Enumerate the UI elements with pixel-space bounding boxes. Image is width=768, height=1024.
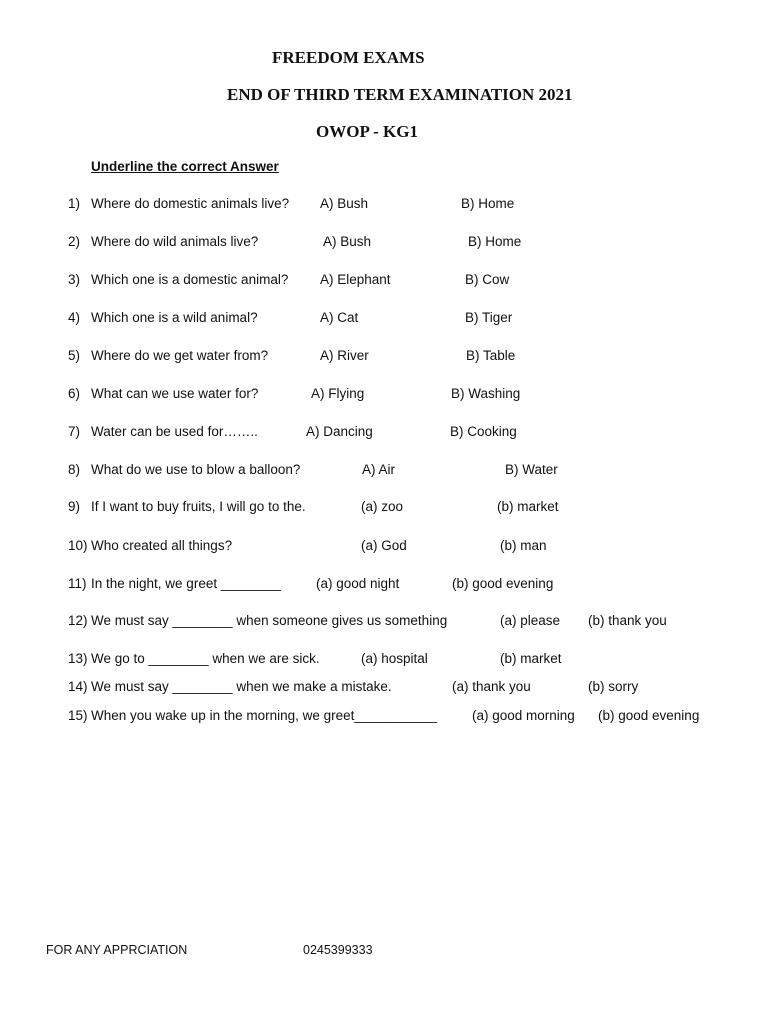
question-number: 9) xyxy=(68,499,81,514)
question-row xyxy=(0,499,768,519)
question-text: If I want to buy fruits, I will go to the. xyxy=(91,499,306,514)
question-text: What can we use water for? xyxy=(91,386,259,401)
option-a: A) River xyxy=(320,348,369,363)
question-number: 7) xyxy=(68,424,81,439)
option-a: (a) good night xyxy=(316,576,400,591)
question-row xyxy=(0,196,768,216)
question-number: 8) xyxy=(68,462,81,477)
question-row xyxy=(0,234,768,254)
question-row xyxy=(0,613,768,633)
option-b: (b) good evening xyxy=(452,576,554,591)
question-number: 1) xyxy=(68,196,81,211)
question-text: Which one is a domestic animal? xyxy=(91,272,289,287)
question-text: Where do we get water from? xyxy=(91,348,269,363)
option-b: B) Home xyxy=(461,196,515,211)
option-b: B) Water xyxy=(505,462,558,477)
question-text: When you wake up in the morning, we greet___________ xyxy=(91,708,437,723)
question-text: What do we use to blow a balloon? xyxy=(91,462,301,477)
question-number: 5) xyxy=(68,348,81,363)
question-number: 11) xyxy=(68,576,87,591)
question-number: 10) xyxy=(68,538,88,553)
question-number: 6) xyxy=(68,386,81,401)
question-number: 13) xyxy=(68,651,88,666)
option-b: B) Table xyxy=(466,348,516,363)
option-b: (b) market xyxy=(497,499,559,514)
option-b: (b) thank you xyxy=(588,613,667,628)
question-text: Who created all things? xyxy=(91,538,233,553)
footer-label: FOR ANY APPRCIATION xyxy=(46,943,188,957)
option-b: B) Washing xyxy=(451,386,521,401)
option-a: A) Flying xyxy=(311,386,365,401)
option-a: A) Bush xyxy=(323,234,372,249)
question-number: 2) xyxy=(68,234,81,249)
option-a: (a) zoo xyxy=(361,499,404,514)
question-text: In the night, we greet ________ xyxy=(91,576,281,591)
question-text: We must say ________ when someone gives us something xyxy=(91,613,448,628)
question-row xyxy=(0,651,768,671)
question-row xyxy=(0,424,768,444)
exam-subject-class: OWOP - KG1 xyxy=(316,122,418,141)
question-row xyxy=(0,708,768,728)
option-b: (b) man xyxy=(500,538,547,553)
exam-organization-title: FREEDOM EXAMS xyxy=(272,48,425,67)
option-a: A) Bush xyxy=(320,196,369,211)
question-row xyxy=(0,310,768,330)
footer-phone-number: 0245399333 xyxy=(303,943,373,957)
question-number: 3) xyxy=(68,272,81,287)
question-row xyxy=(0,272,768,292)
option-a: (a) thank you xyxy=(452,679,531,694)
option-a: (a) hospital xyxy=(361,651,428,666)
question-row xyxy=(0,348,768,368)
question-text: We must say ________ when we make a mistake. xyxy=(91,679,392,694)
option-a: A) Cat xyxy=(320,310,359,325)
question-text: Where do domestic animals live? xyxy=(91,196,290,211)
option-b: B) Home xyxy=(468,234,522,249)
question-text: Where do wild animals live? xyxy=(91,234,259,249)
option-b: (b) good evening xyxy=(598,708,700,723)
question-row xyxy=(0,576,768,596)
option-a: (a) please xyxy=(500,613,561,628)
instruction-text: Underline the correct Answer xyxy=(91,159,279,174)
question-text: Water can be used for…….. xyxy=(91,424,258,439)
question-row xyxy=(0,386,768,406)
option-b: (b) sorry xyxy=(588,679,639,694)
question-row xyxy=(0,538,768,558)
option-a: A) Elephant xyxy=(320,272,391,287)
option-b: B) Cooking xyxy=(450,424,517,439)
option-a: A) Air xyxy=(362,462,396,477)
question-number: 4) xyxy=(68,310,81,325)
question-row xyxy=(0,679,768,699)
question-row xyxy=(0,462,768,482)
option-b: B) Cow xyxy=(465,272,510,287)
option-b: B) Tiger xyxy=(465,310,513,325)
question-number: 15) xyxy=(68,708,88,723)
option-a: (a) good morning xyxy=(472,708,575,723)
question-text: We go to ________ when we are sick. xyxy=(91,651,320,666)
exam-title: END OF THIRD TERM EXAMINATION 2021 xyxy=(227,85,573,104)
question-number: 14) xyxy=(68,679,88,694)
question-text: Which one is a wild animal? xyxy=(91,310,258,325)
option-b: (b) market xyxy=(500,651,562,666)
question-number: 12) xyxy=(68,613,88,628)
option-a: (a) God xyxy=(361,538,407,553)
option-a: A) Dancing xyxy=(306,424,373,439)
